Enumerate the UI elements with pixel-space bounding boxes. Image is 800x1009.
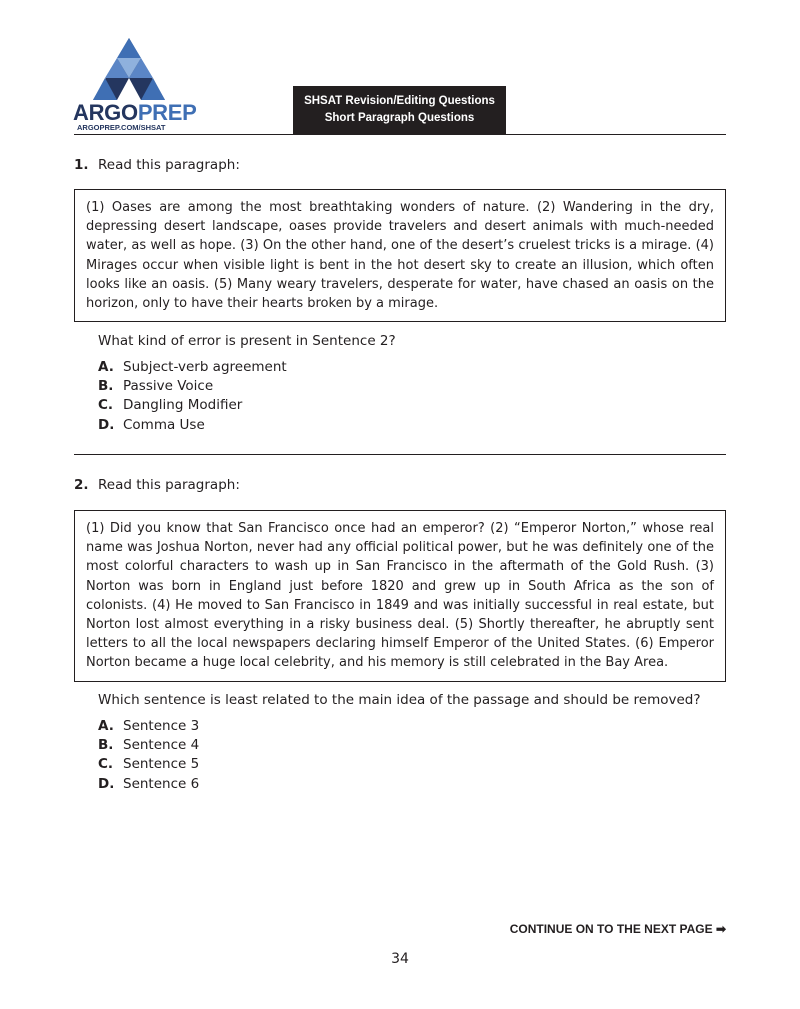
choice-text: Subject-verb agreement [123,359,287,375]
question-divider [74,454,726,455]
question-2-choices [98,717,199,794]
choice-letter: D. [98,775,115,792]
argoprep-logo [73,38,197,132]
question-intro: Read this paragraph: [98,157,240,173]
question-1-heading [74,157,240,173]
choice-text: Dangling Modifier [123,397,243,414]
question-1-choices [98,358,287,435]
choice-letter: B. [98,378,114,395]
question-2-prompt: Which sentence is least related to the main idea of the passage and should be removed? [98,692,701,708]
choice-text: Passive Voice [123,378,214,395]
choice-letter: D. [98,416,115,433]
choice-letter: C. [98,397,114,414]
page-number: 34 [391,951,409,967]
brand-name [73,100,197,125]
choice-text: Comma Use [123,416,205,433]
question-1-passage: (1) Oases are among the most breathtaking wonders of nature. (2) Wandering in the dry, depressing desert landscape, oases provide travelers and desert animals with much-needed water, as well as hope. (3) On the other hand, one of the desert’s cruelest tricks is a mirage. (4) Mirages occur when visible light is bent in the hot desert sky to create an illusion, which often looks like an oasis. (5) Many weary travelers, desperate for water, have chased an oasis on the horizon, only to have their hearts broken by a mirage. [74,189,726,322]
answer-choice[interactable] [98,396,287,415]
continue-next-page-link[interactable]: CONTINUE ON TO THE NEXT PAGE ➡ [509,922,726,936]
answer-choice[interactable] [98,416,287,435]
choice-text: Sentence 4 [123,737,200,754]
question-intro: Read this paragraph: [98,477,240,493]
question-1-prompt: What kind of error is present in Sentence 2? [98,333,396,349]
answer-choice[interactable] [98,755,199,774]
answer-choice[interactable] [98,377,287,396]
question-number: 2. [74,477,89,493]
brand-name-part1: ARGO [73,100,138,125]
choice-letter: A. [98,359,114,375]
answer-choice[interactable] [98,358,287,377]
section-header-subtitle: Short Paragraph Questions [324,112,475,124]
question-number: 1. [74,157,89,173]
choice-text: Sentence 5 [123,756,200,773]
question-2-heading [74,477,240,493]
section-header [293,86,506,134]
choice-letter: B. [98,737,114,754]
choice-text: Sentence 3 [123,718,200,734]
brand-url: ARGOPREP.COM/SHSAT [77,123,166,132]
mountain-logo-icon [93,38,165,100]
choice-text: Sentence 6 [123,775,200,792]
question-2-passage: (1) Did you know that San Francisco once had an emperor? (2) “Emperor Norton,” whose real name was Joshua Norton, never had any official political power, but he was definitely one of the most colorful characters to wash up in San Francisco in the aftermath of the Gold Rush. (3) Norton was born in England just before 1820 and grew up in South Africa as the son of colonists. (4) He moved to San Francisco in 1849 and was initially successful in real estate, but Norton lost almost everything in a risky business deal. (5) Shortly thereafter, he abruptly sent letters to all the local newspapers declaring himself Emperor of the United States. (6) Emperor Norton became a huge local celebrity, and his memory is still celebrated in the Bay Area. [74,510,726,682]
answer-choice[interactable] [98,736,199,755]
header-divider [74,134,726,135]
brand-name-part2: PREP [137,100,197,125]
section-header-title: SHSAT Revision/Editing Questions [304,95,495,107]
answer-choice[interactable] [98,775,199,794]
answer-choice[interactable] [98,717,199,736]
choice-letter: A. [98,718,114,734]
choice-letter: C. [98,756,114,773]
